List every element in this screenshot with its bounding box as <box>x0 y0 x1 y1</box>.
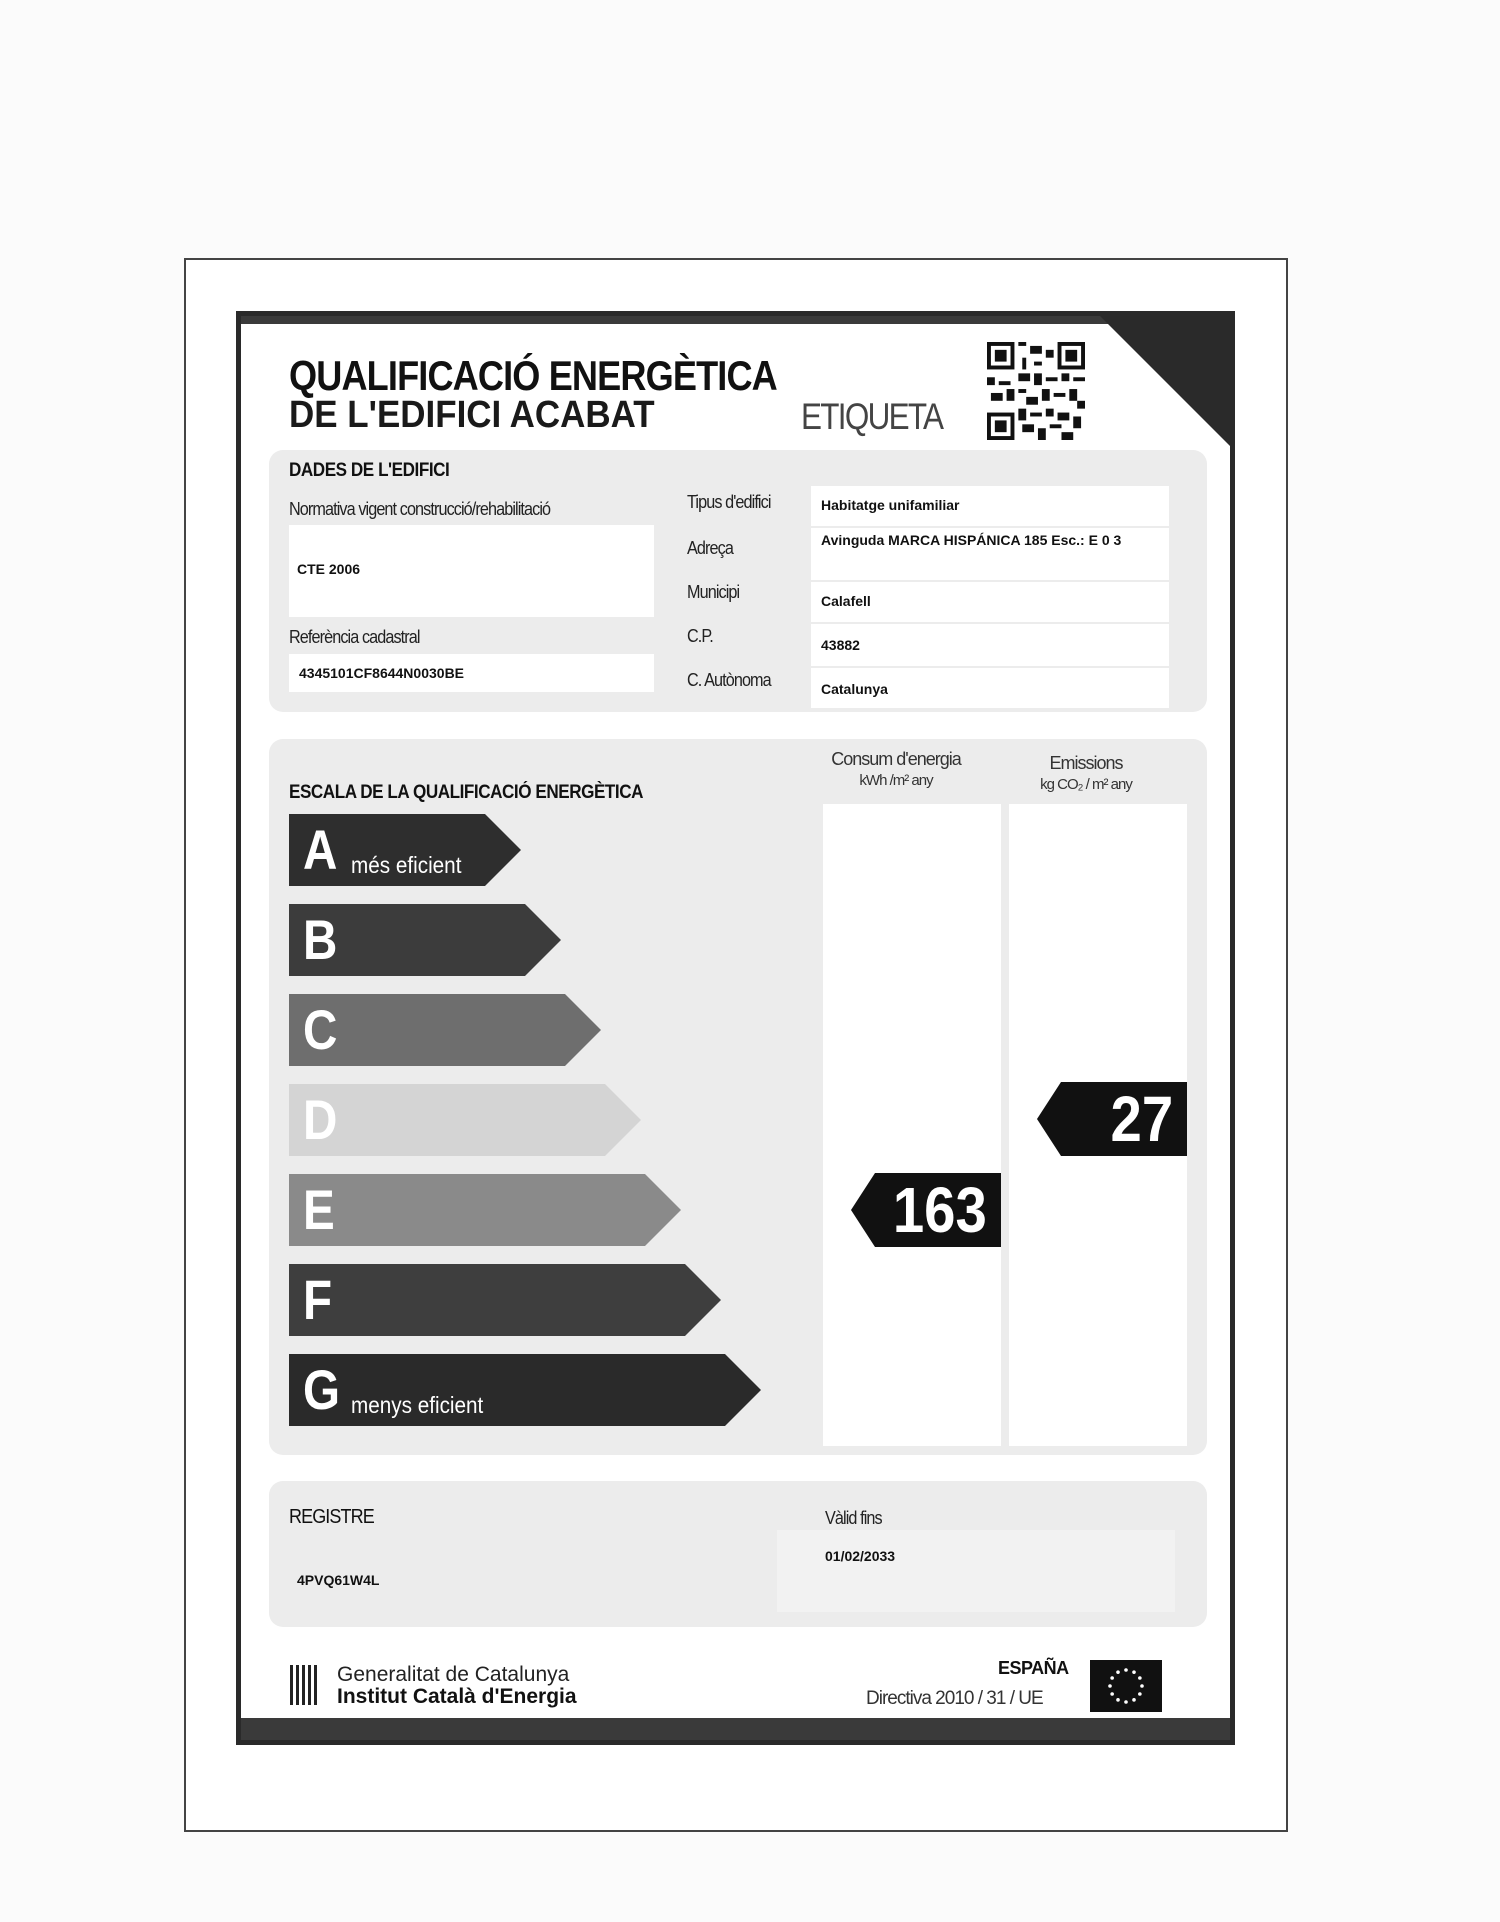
issuer-line2: Institut Català d'Energia <box>337 1685 577 1708</box>
emissions-rating-value: 27 <box>1110 1083 1173 1155</box>
postcode-field <box>811 624 1169 666</box>
municipality-label: Municipi <box>687 582 740 602</box>
issuer-line1: Generalitat de Catalunya <box>337 1663 570 1686</box>
emissions-header-title: Emissions <box>1049 753 1123 773</box>
country-label: ESPAÑA <box>998 1658 1069 1678</box>
regulation-label: Normativa vigent construcció/rehabilitació <box>289 499 551 519</box>
class-caption: menys eficient <box>351 1392 484 1418</box>
class-letter: F <box>303 1268 333 1331</box>
energy-header <box>801 748 991 792</box>
valid-until-value: 01/02/2033 <box>825 1548 896 1564</box>
building-type-value: Habitatge unifamiliar <box>821 497 960 513</box>
cadastral-value: 4345101CF8644N0030BE <box>299 665 465 681</box>
postcode-value: 43882 <box>821 637 860 653</box>
emissions-rating-indicator <box>1037 1082 1187 1156</box>
class-arrow-g <box>289 1354 761 1426</box>
class-arrow-f <box>289 1264 721 1336</box>
municipality-value: Calafell <box>821 593 871 609</box>
energy-label <box>236 311 1235 1745</box>
emissions-header <box>991 752 1181 796</box>
scale-title: ESCALA DE LA QUALIFICACIÓ ENERGÈTICA <box>289 782 643 803</box>
registry-value: 4PVQ61W4L <box>297 1572 380 1588</box>
class-letter: D <box>303 1088 338 1151</box>
energy-header-title: Consum d'energia <box>831 749 961 769</box>
class-arrow-c <box>289 994 601 1066</box>
title-line1: QUALIFICACIÓ ENERGÈTICA <box>289 352 777 399</box>
class-arrow-b <box>289 904 561 976</box>
valid-until-label: Vàlid fins <box>825 1508 882 1528</box>
class-arrow-a <box>289 814 521 886</box>
energy-unit: kWh /m² any <box>859 772 933 789</box>
class-arrow-d <box>289 1084 641 1156</box>
class-caption: més eficient <box>351 852 462 878</box>
class-letter: B <box>303 908 338 971</box>
energy-rating-value: 163 <box>893 1174 987 1246</box>
regulation-value: CTE 2006 <box>297 561 361 577</box>
generalitat-logo-icon <box>289 1663 321 1707</box>
energy-rating-indicator <box>851 1173 1001 1247</box>
emissions-unit: kg CO₂ / m² any <box>1040 776 1132 793</box>
label-type: ETIQUETA <box>801 396 943 437</box>
registry-label: REGISTRE <box>289 1506 374 1528</box>
class-letter: C <box>303 998 338 1061</box>
building-type-label: Tipus d'edifici <box>687 492 771 512</box>
qr-code-icon <box>987 342 1085 440</box>
class-letter: A <box>303 818 338 881</box>
energy-column <box>823 804 1001 1446</box>
eu-flag-icon <box>1090 1660 1162 1712</box>
building-data-title: DADES DE L'EDIFICI <box>289 460 450 481</box>
label-bottom-border <box>241 1718 1230 1740</box>
corner-triangle <box>1100 316 1230 446</box>
region-value: Catalunya <box>821 681 888 697</box>
class-arrow-e <box>289 1174 681 1246</box>
postcode-label: C.P. <box>687 626 713 646</box>
label-top-border <box>241 316 1230 324</box>
address-value: Avinguda MARCA HISPÁNICA 185 Esc.: E 0 3 <box>821 532 1122 548</box>
title-line2: DE L'EDIFICI ACABAT <box>289 394 655 436</box>
address-label: Adreça <box>687 538 733 558</box>
class-letter: G <box>303 1358 341 1421</box>
region-label: C. Autònoma <box>687 670 771 690</box>
directive-label: Directiva 2010 / 31 / UE <box>866 1688 1043 1709</box>
cadastral-label: Referència cadastral <box>289 627 420 647</box>
valid-until-field <box>777 1530 1175 1612</box>
class-letter: E <box>303 1178 335 1241</box>
